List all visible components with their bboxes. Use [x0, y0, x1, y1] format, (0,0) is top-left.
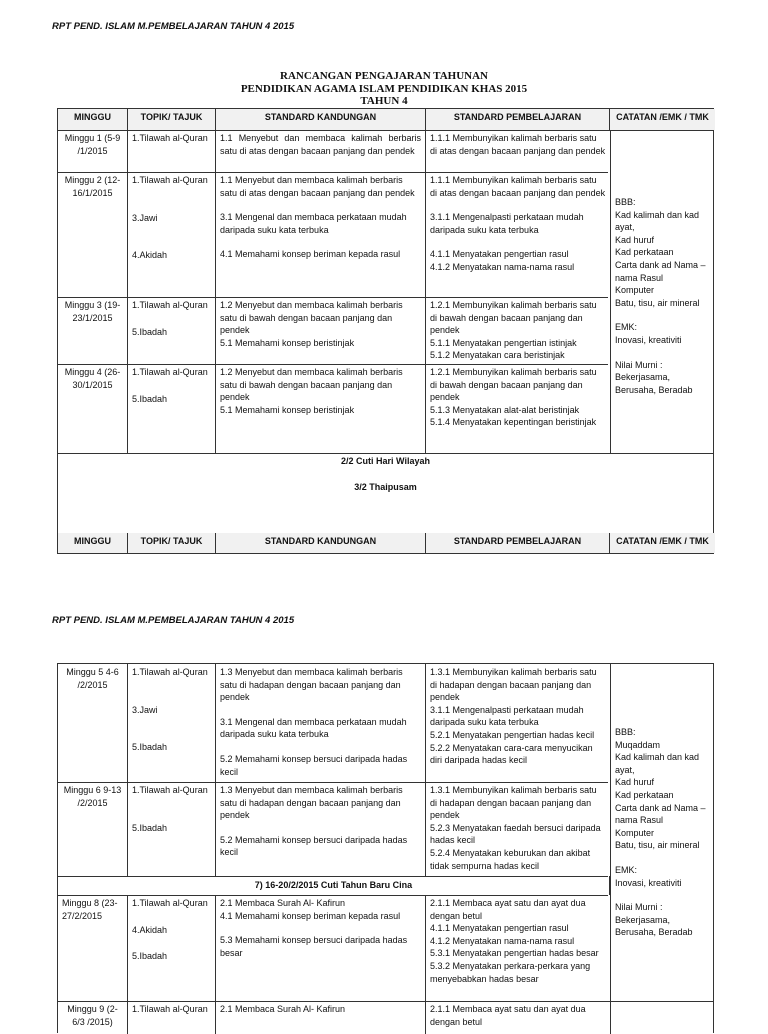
notes-line: Kad perkataan — [615, 247, 674, 258]
holiday-line: 2/2 Cuti Hari Wilayah — [341, 456, 430, 466]
sp-item: 1.3.1 Membunyikan kalimah berbaris satu di hadapan dengan bacaan panjang dan pendek — [430, 667, 597, 703]
notes-line: Carta dank ad Nama – nama Rasul — [615, 802, 706, 826]
sk-cell — [216, 297, 426, 364]
topic-cell — [128, 1001, 216, 1034]
topic-item: 1.Tilawah al-Quran — [132, 667, 208, 677]
sk-item: 5.2 Memahami konsep bersuci daripada hadas kecil — [220, 753, 408, 777]
table-row — [58, 1001, 610, 1034]
document-title — [0, 70, 768, 108]
topic-item: 5.Ibadah — [132, 393, 168, 404]
sp-cell — [426, 172, 610, 297]
notes-line: Bekerjasama, Berusaha, Beradab — [615, 372, 693, 395]
sp-item: 5.1.3 Menyatakan alat-alat beristinjak — [430, 404, 580, 415]
sk-cell — [216, 664, 426, 782]
sk-item: 1.3 Menyebut dan membaca kalimah berbaris satu di hadapan dengan bacaan panjang dan pendek — [220, 785, 403, 821]
sk-item: 3.1 Mengenal dan membaca perkataan mudah daripada suku kata terbuka — [220, 716, 407, 740]
topic-item: 1.Tilawah al-Quran — [132, 300, 208, 310]
sp-item: 4.1.2 Menyatakan nama-nama rasul — [430, 935, 575, 946]
table-header-row-repeat — [58, 533, 715, 553]
topic-cell — [128, 364, 216, 453]
week-cell: Minggu 2 (12-16/1/2015 — [58, 172, 128, 297]
title-line: PENDIDIKAN AGAMA ISLAM PENDIDIKAN KHAS 2015 — [240, 82, 528, 95]
sk-cell — [216, 172, 426, 297]
topic-cell — [128, 664, 216, 782]
sp-cell — [426, 297, 610, 364]
sk-cell — [216, 895, 426, 1001]
notes-line: Muqaddam — [615, 739, 661, 750]
table-row — [58, 297, 610, 364]
notes-line: Inovasi, kreativiti — [615, 877, 682, 888]
week-cell: Minggu 8 (23-27/2/2015 — [58, 895, 128, 1001]
week-cell: Minggu 9 (2-6/3 /2015) — [58, 1001, 128, 1034]
holiday-line: 3/2 Thaipusam — [354, 481, 417, 492]
page-header: RPT PEND. ISLAM M.PEMBELAJARAN TAHUN 4 2015 — [52, 615, 295, 626]
col-header-minggu: MINGGU — [58, 533, 128, 553]
topic-item: 5.Ibadah — [132, 742, 168, 753]
sk-cell — [216, 782, 426, 876]
sk-cell — [216, 364, 426, 453]
sp-item: 4.1.1 Menyatakan pengertian rasul — [430, 249, 569, 260]
sp-item: 2.1.1 Membaca ayat satu dan ayat dua dengan betul — [430, 1004, 586, 1027]
topic-item: 4.Akidah — [132, 250, 168, 261]
sk-cell — [216, 130, 426, 172]
topic-cell — [128, 782, 216, 876]
notes-line: Batu, tisu, air mineral — [615, 297, 700, 308]
sk-item: 2.1 Membaca Surah Al- Kafirun — [220, 1004, 346, 1014]
table-row — [58, 664, 610, 782]
sp-item: 5.3.2 Menyatakan perkara-perkara yang menyebabkan hadas besar — [430, 960, 591, 984]
table-header-row — [58, 109, 715, 130]
table-row — [58, 782, 610, 876]
sp-item: 5.2.2 Menyatakan cara-cara menyucikan diri daripada hadas kecil — [430, 742, 593, 766]
sk-item: 2.1 Membaca Surah Al- Kafirun — [220, 898, 346, 908]
sk-item: 5.3 Memahami konsep bersuci daripada hadas besar — [220, 935, 408, 958]
sk-item: 1.3 Menyebut dan membaca kalimah berbaris satu di hadapan dengan bacaan panjang dan pendek — [220, 667, 403, 703]
notes-line: Kad perkataan — [615, 789, 674, 800]
sk-item: 3.1 Mengenal dan membaca perkataan mudah daripada suku kata terbuka — [220, 212, 407, 235]
col-header-standard-kandungan: STANDARD KANDUNGAN — [216, 109, 426, 130]
sk-item: 1.1 Menyebut dan membaca kalimah berbaris satu di atas dengan bacaan panjang dan pendek — [220, 175, 415, 198]
week-cell: Minggu 3 (19-23/1/2015 — [58, 297, 128, 364]
topic-item: 1.Tilawah al-Quran — [132, 133, 208, 143]
topic-item: 3.Jawi — [132, 704, 158, 715]
notes-line: Kad huruf — [615, 777, 655, 788]
week-cell: Minggu 1 (5-9 /1/2015 — [58, 130, 128, 172]
notes-line: Kad kalimah dan kad ayat, — [615, 752, 700, 775]
topic-item: 5.Ibadah — [132, 822, 168, 833]
sk-cell — [216, 1001, 426, 1034]
topic-item: 1.Tilawah al-Quran — [132, 1004, 208, 1014]
sp-cell — [426, 782, 610, 876]
sp-item: 4.1.2 Menyatakan nama-nama rasul — [430, 261, 575, 272]
notes-line: Nilai Murni : — [615, 359, 663, 370]
notes-line: EMK: — [615, 322, 638, 333]
sk-item: 1.2 Menyebut dan membaca kalimah berbaris satu di bawah dengan bacaan panjang dan pendek — [220, 300, 403, 336]
table-row — [58, 172, 610, 297]
notes-line: Batu, tisu, air mineral — [615, 840, 700, 851]
sp-cell — [426, 664, 610, 782]
sp-item: 5.3.1 Menyatakan pengertian hadas besar — [430, 948, 599, 959]
notes-line: Carta dank ad Nama – nama Rasul — [615, 259, 706, 283]
notes-line: Kad huruf — [615, 234, 655, 245]
sk-item: 5.1 Memahami konsep beristinjak — [220, 404, 355, 415]
sk-item: 5.2 Memahami konsep bersuci daripada hadas kecil — [220, 834, 408, 858]
week-cell: Minggu 4 (26-30/1/2015 — [58, 364, 128, 453]
topic-item: 4.Akidah — [132, 924, 168, 935]
sk-item: 4.1 Memahami konsep beriman kepada rasul — [220, 910, 401, 921]
holiday-block — [58, 453, 713, 533]
sp-item: 1.1.1 Membunyikan kalimah berbaris satu di atas dengan bacaan panjang dan pendek — [430, 133, 606, 156]
topic-item: 5.Ibadah — [132, 326, 168, 337]
col-header-minggu: MINGGU — [58, 109, 128, 130]
week-cell: Minggu 6 9-13 /2/2015 — [58, 782, 128, 876]
notes-line: Komputer — [615, 285, 655, 296]
sp-item: 4.1.1 Menyatakan pengertian rasul — [430, 923, 569, 934]
notes-line: Komputer — [615, 827, 655, 838]
sp-item: 2.1.1 Membaca ayat satu dan ayat dua dengan betul — [430, 898, 586, 921]
col-header-topik: TOPIK/ TAJUK — [128, 533, 216, 553]
notes-line: Kad kalimah dan kad ayat, — [615, 209, 700, 233]
sp-item: 1.2.1 Membunyikan kalimah berbaris satu di bawah dengan bacaan panjang dan pendek — [430, 367, 597, 403]
plan-table-page2 — [57, 663, 714, 1033]
sp-item: 3.1.1 Mengenalpasti perkataan mudah daripada suku kata terbuka — [430, 704, 584, 728]
notes-cell — [610, 664, 715, 1034]
notes-line: BBB: — [615, 727, 636, 737]
topic-item: 1.Tilawah al-Quran — [132, 785, 208, 795]
sk-item: 4.1 Memahami konsep beriman kepada rasul — [220, 249, 401, 260]
topic-item: 1.Tilawah al-Quran — [132, 175, 208, 185]
topic-cell — [128, 895, 216, 1001]
sp-item: 5.2.1 Menyatakan pengertian hadas kecil — [430, 729, 595, 740]
sp-cell — [426, 130, 610, 172]
table-row — [58, 364, 610, 453]
topic-item: 5.Ibadah — [132, 951, 168, 962]
topic-item: 1.Tilawah al-Quran — [132, 367, 208, 377]
title-line: RANCANGAN PENGAJARAN TAHUNAN — [280, 70, 488, 82]
holiday-row: 7) 16-20/2/2015 Cuti Tahun Baru Cina — [58, 876, 610, 895]
sk-item: 1.2 Menyebut dan membaca kalimah berbaris satu di bawah dengan bacaan panjang dan pendek — [220, 367, 403, 403]
title-line: TAHUN 4 — [360, 95, 408, 107]
notes-line: BBB: — [615, 197, 636, 207]
notes-line: EMK: — [615, 864, 638, 875]
week-cell: Minggu 5 4-6 /2/2015 — [58, 664, 128, 782]
sk-item: 1.1 Menyebut dan membaca kalimah berbaris satu di atas dengan bacaan panjang dan pendek — [220, 133, 421, 156]
topic-item: 1.Tilawah al-Quran — [132, 898, 208, 908]
sp-item: 5.1.1 Menyatakan pengertian istinjak — [430, 337, 577, 348]
notes-line: Bekerjasama, Berusaha, Beradab — [615, 914, 693, 938]
sp-item: 5.1.4 Menyatakan kepentingan beristinjak — [430, 417, 597, 428]
notes-cell — [610, 130, 715, 453]
sp-cell — [426, 895, 610, 1001]
sp-item: 5.2.4 Menyatakan keburukan dan akibat tidak sempurna hadas kecil — [430, 847, 591, 871]
sk-item: 5.1 Memahami konsep beristinjak — [220, 337, 355, 348]
plan-table-page1 — [57, 108, 714, 554]
sp-item: 3.1.1 Mengenalpasti perkataan mudah daripada suku kata terbuka — [430, 212, 584, 235]
topic-cell — [128, 130, 216, 172]
page-header: RPT PEND. ISLAM M.PEMBELAJARAN TAHUN 4 2015 — [52, 21, 295, 32]
col-header-topik: TOPIK/ TAJUK — [128, 109, 216, 130]
col-header-standard-pembelajaran: STANDARD PEMBELAJARAN — [426, 109, 610, 130]
col-header-standard-kandungan: STANDARD KANDUNGAN — [216, 533, 426, 553]
sp-item: 1.2.1 Membunyikan kalimah berbaris satu di bawah dengan bacaan panjang dan pendek — [430, 300, 597, 336]
table-row — [58, 130, 610, 172]
sp-cell — [426, 1001, 610, 1034]
col-header-catatan: CATATAN /EMK / TMK — [610, 533, 715, 553]
topic-cell — [128, 172, 216, 297]
sp-item: 1.3.1 Membunyikan kalimah berbaris satu di hadapan dengan bacaan panjang dan pendek — [430, 785, 597, 821]
notes-line: Inovasi, kreativiti — [615, 334, 682, 345]
sp-cell — [426, 364, 610, 453]
sp-item: 1.1.1 Membunyikan kalimah berbaris satu di atas dengan bacaan panjang dan pendek — [430, 175, 606, 198]
topic-item: 3.Jawi — [132, 212, 158, 223]
col-header-standard-pembelajaran: STANDARD PEMBELAJARAN — [426, 533, 610, 553]
table-row — [58, 895, 610, 1001]
notes-line: Nilai Murni : — [615, 902, 663, 913]
topic-cell — [128, 297, 216, 364]
sp-item: 5.1.2 Menyatakan cara beristinjak — [430, 350, 565, 361]
sp-item: 5.2.3 Menyatakan faedah bersuci daripada hadas kecil — [430, 822, 601, 846]
col-header-catatan: CATATAN /EMK / TMK — [610, 109, 715, 130]
